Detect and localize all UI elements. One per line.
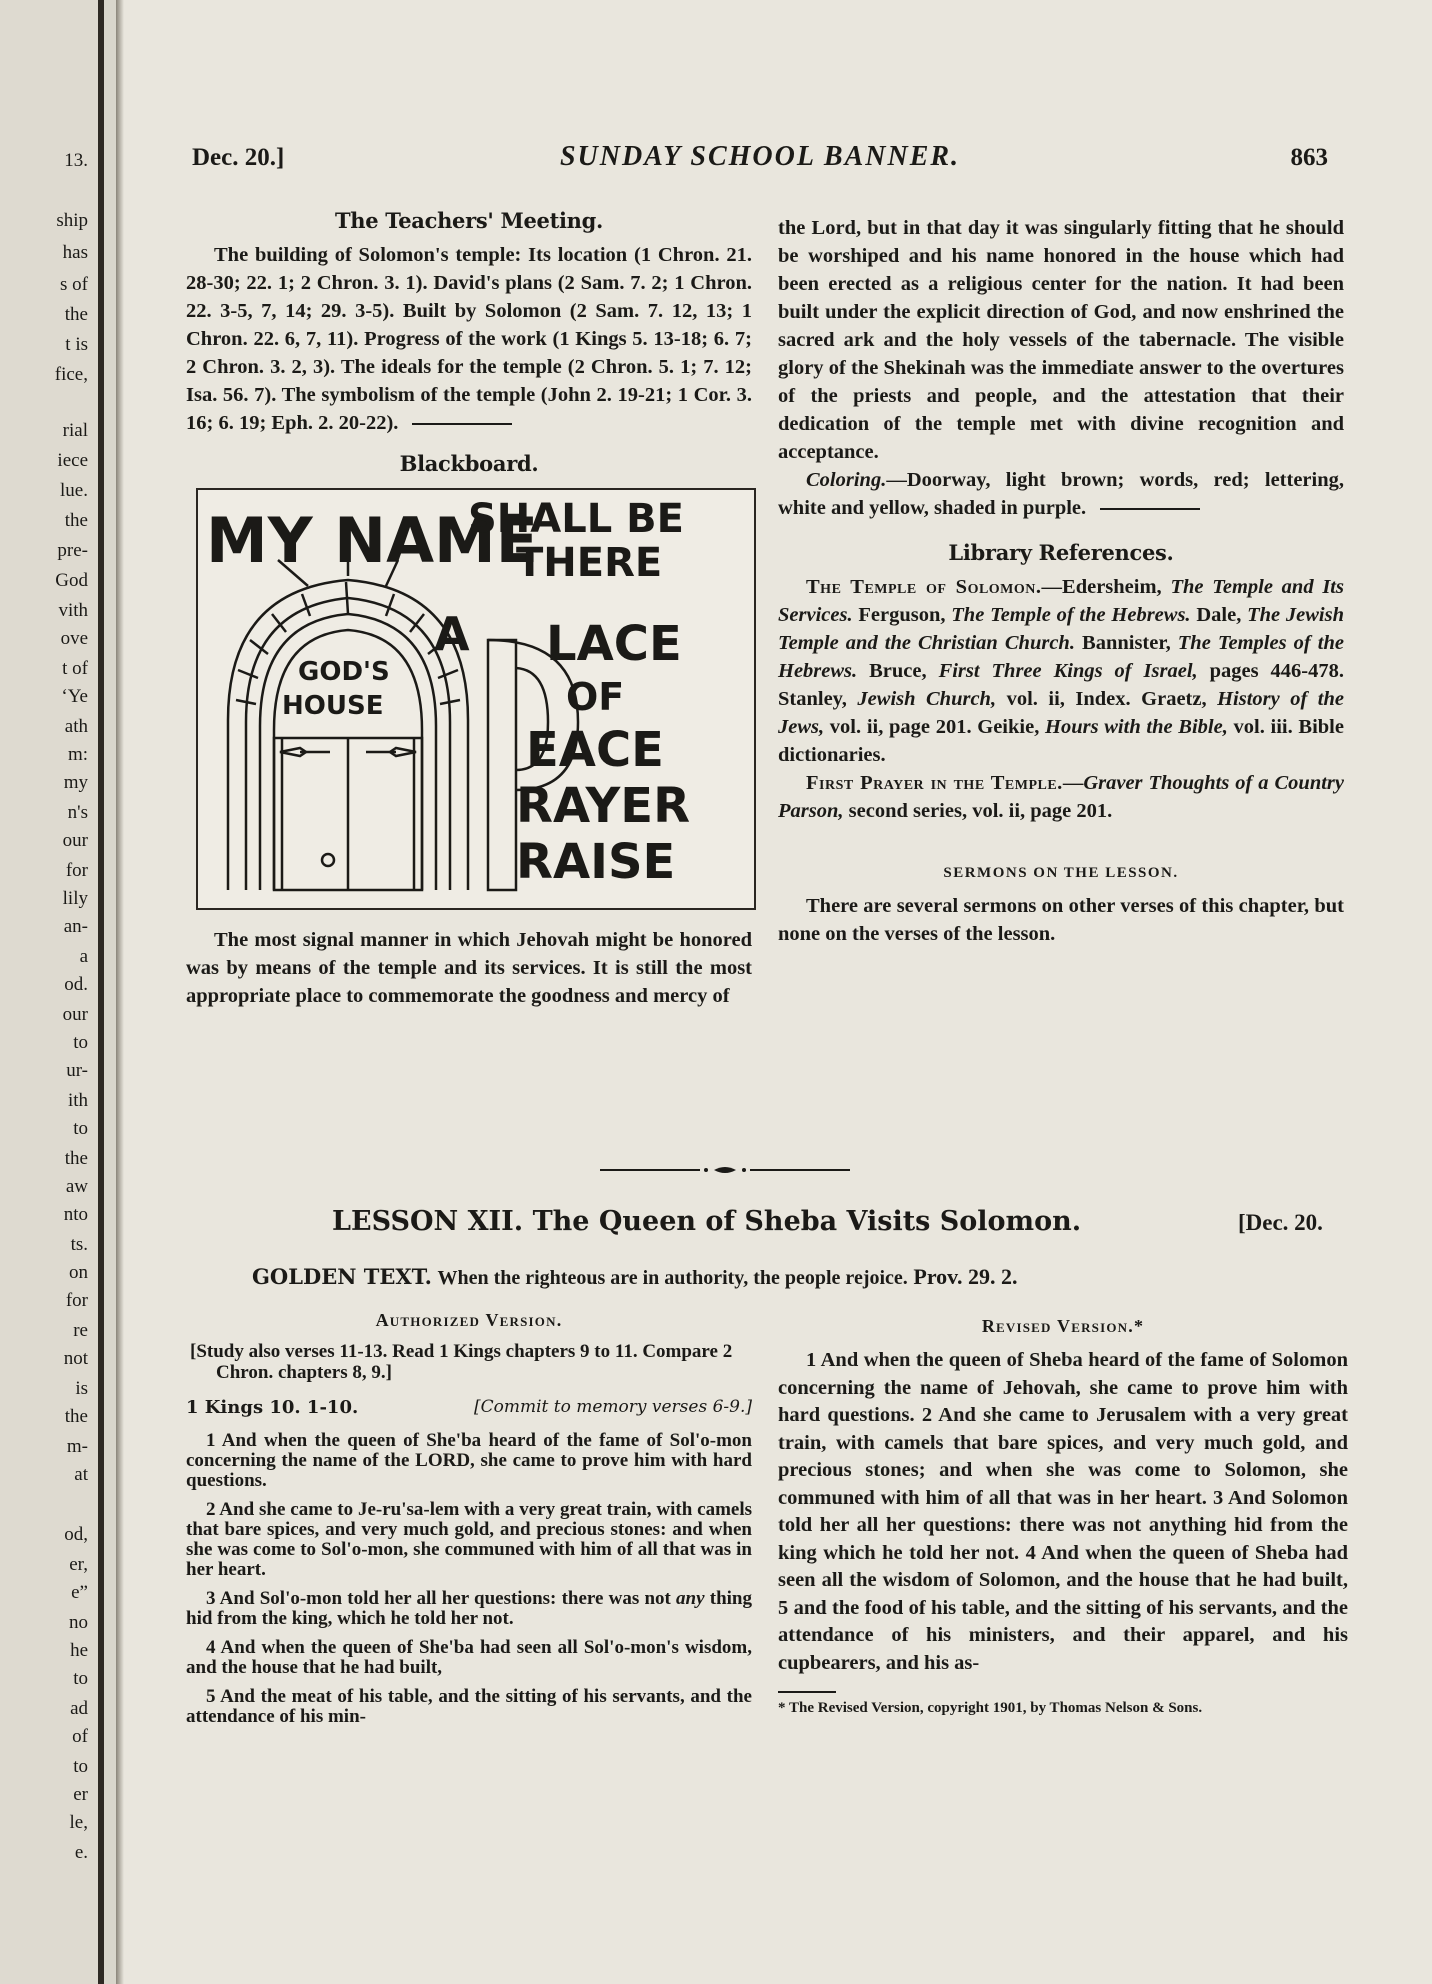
gutter-line: t of (62, 658, 88, 679)
authorized-version-heading: Authorized Version. (375, 1310, 563, 1330)
teachers-meeting-heading: The Teachers' Meeting. (334, 208, 604, 233)
golden-text-line (252, 1264, 1372, 1290)
gutter-line: le, (69, 1812, 88, 1833)
continuation-text: the Lord, but in that day it was singularly fitting that he should be worshiped and his name honored in the house which had been erected as a religious center for the nation. It had been built under the explicit direction of God, and now enshrined the sacred ark and the holy vessels of the tabernacle. The visible glory of the Shekinah was the immediate answer to the overtures of the priests and people, and the attestation that their dedication of the temple met with divine recognition and acceptance. (778, 217, 1344, 463)
gutter-line: e” (71, 1582, 88, 1603)
lib1-p: Hours with the Bible, (1045, 716, 1228, 738)
library-reference-1 (778, 573, 1344, 769)
header-date: Dec. 20.] (192, 144, 285, 171)
lib1-h: The Temples of the Hebrews. (778, 632, 1344, 682)
gutter-line: ts. (70, 1234, 88, 1255)
page (116, 0, 1432, 1984)
lib1-f: The Jewish Temple and the Christian Church. (778, 604, 1345, 654)
verse-3b: any (676, 1588, 705, 1609)
sermons-text: There are several sermons on other verses of this chapter, but none on the verses of the lesson. (778, 895, 1344, 945)
gutter-line: re (73, 1320, 88, 1341)
lib1-l: Jewish Church, (857, 688, 997, 710)
lib1-title: The Temple of Solomon. (806, 576, 1042, 598)
running-header (192, 141, 1328, 184)
gutter-line: the (64, 304, 88, 325)
adjacent-page-gutter (0, 0, 104, 1984)
lib1-e: Dale, (1190, 604, 1248, 626)
gutter-line: for (65, 1290, 88, 1311)
verse-3c: thing hid from the king, which he told her not. (186, 1588, 752, 1629)
teachers-meeting-text (186, 241, 752, 437)
scripture-ref: 1 Kings 10. 1-10. (186, 1397, 359, 1418)
lib1-n: History of the Jews, (778, 688, 1344, 738)
gutter-line: e. (74, 1842, 88, 1863)
binding-shadow (98, 0, 104, 1984)
coloring-label: Coloring. (806, 469, 887, 491)
blackboard-drawing (198, 490, 754, 908)
blackboard-my-name: MY NAME (206, 504, 539, 577)
coloring-note (778, 466, 1344, 522)
gutter-line: an- (63, 916, 88, 937)
gutter-line: ith (67, 1090, 88, 1111)
lib1-g: Bannister, (1074, 632, 1178, 654)
lib2-b: Graver Thoughts of a Country Parson, (778, 772, 1344, 822)
gutter-line: he (70, 1640, 88, 1661)
gutter-line: iece (57, 450, 88, 471)
ornamental-divider (600, 1164, 850, 1176)
blackboard-lace: LACE (546, 616, 682, 672)
gutter-line: aw (65, 1176, 88, 1197)
left-column (186, 208, 752, 1010)
footnote-rule (778, 1691, 836, 1693)
gutter-line: ove (60, 628, 88, 649)
gutter-line: has (62, 242, 88, 263)
lib2-title: First Prayer in the Temple. (806, 772, 1063, 794)
lesson-title: LESSON XII. The Queen of Sheba Visits Solomon. (332, 1206, 1082, 1237)
gutter-line: 13. (64, 150, 88, 171)
blackboard-shall-be: SHALL BE (468, 496, 684, 542)
gutter-line: ur- (66, 1060, 88, 1081)
gutter-line: God (55, 570, 88, 591)
header-title: SUNDAY SCHOOL BANNER. (559, 141, 961, 172)
golden-text: When the righteous are in authority, the people rejoice. (437, 1267, 908, 1289)
gutter-line: at (74, 1464, 88, 1485)
lesson-date: [Dec. 20. (1238, 1210, 1323, 1235)
footnote: * The Revised Version, copyright 1901, by Thomas Nelson & Sons. (778, 1700, 1203, 1716)
authorized-version-column (186, 1310, 752, 1736)
gutter-line: to (73, 1118, 88, 1139)
blackboard-house: HOUSE (282, 691, 384, 721)
page-number: 863 (1290, 144, 1328, 171)
gutter-line: od. (64, 974, 88, 995)
lib2-a: — (1062, 772, 1084, 794)
gutter-line: is (75, 1378, 88, 1399)
gutter-line: lue. (60, 480, 88, 501)
verse-3 (186, 1589, 752, 1629)
gutter-line: nto (63, 1204, 88, 1225)
gutter-line: to (73, 1668, 88, 1689)
gutter-line: m- (66, 1436, 88, 1457)
page-edge (116, 0, 124, 1984)
gutter-line: not (63, 1348, 88, 1369)
blackboard-a: A (434, 607, 470, 661)
blackboard-eace: EACE (526, 722, 664, 778)
gutter-line: for (65, 860, 88, 881)
gutter-line: t is (65, 334, 88, 355)
blackboard-heading: Blackboard. (399, 451, 539, 476)
gutter-line: vith (58, 600, 88, 621)
gutter-line: fice, (54, 364, 88, 385)
gutter-line: rial (62, 420, 88, 441)
revised-version-column (778, 1316, 1348, 1717)
revised-version-heading: Revised Version.* (981, 1316, 1145, 1336)
lib1-k: pages 446-478. Stanley, (778, 660, 1345, 710)
blackboard-gods: GOD'S (298, 657, 390, 687)
gutter-line: of (72, 1726, 88, 1747)
lib2-c: second series, vol. ii, page 201. (843, 800, 1113, 822)
gutter-line: our (62, 830, 88, 851)
lib1-j: First Three Kings of Israel, (938, 660, 1198, 682)
verse-4: 4 And when the queen of She'ba had seen all Sol'o-mon's wisdom, and the house that he had built, (186, 1637, 752, 1678)
verse-3a: 3 And Sol'o-mon told her all her questions: there was not (206, 1588, 677, 1609)
blackboard-rayer: RAYER (516, 778, 691, 834)
gutter-line: the (64, 510, 88, 531)
gutter-line: lily (62, 888, 88, 909)
gutter-line: ‘Ye (61, 686, 88, 707)
gutter-line: no (69, 1612, 88, 1633)
right-column (778, 214, 1344, 948)
scripture-reference (186, 1397, 752, 1419)
golden-text-ref: Prov. 29. 2. (913, 1264, 1018, 1289)
library-references-heading: Library References. (948, 540, 1174, 565)
blackboard-raise: RAISE (516, 834, 676, 890)
gutter-line: pre- (57, 540, 88, 561)
lib1-d: The Temple of the Hebrews. (951, 604, 1191, 626)
lib1-c: Ferguson, (852, 604, 952, 626)
gutter-line: n's (67, 802, 88, 823)
gutter-line: ad (70, 1698, 88, 1719)
lib1-o: vol. ii, page 201. Geikie, (824, 716, 1046, 738)
study-note: [Study also verses 11-13. Read 1 Kings chapters 9 to 11. Compare 2 Chron. chapters 8, 9.] (190, 1341, 733, 1383)
lib1-i: Bruce, (857, 660, 939, 682)
gutter-line: s of (60, 274, 88, 295)
gutter-line: od, (64, 1524, 88, 1545)
gutter-line: our (62, 1004, 88, 1025)
golden-text-label: GOLDEN TEXT. (252, 1264, 432, 1289)
gutter-line: to (73, 1032, 88, 1053)
gutter-line: the (64, 1148, 88, 1169)
gutter-line: a (79, 946, 88, 967)
lesson-title-line (332, 1206, 1432, 1237)
coloring-text: —Doorway, light brown; words, red; lettering, white and yellow, shaded in purple. (778, 469, 1344, 519)
verse-5: 5 And the meat of his table, and the sitting of his servants, and the attendance of his min- (186, 1686, 752, 1727)
gutter-line: er, (69, 1554, 88, 1575)
blackboard-of: OF (566, 675, 625, 719)
gutter-line: ath (64, 716, 88, 737)
lib1-a: —Edersheim, (1041, 576, 1171, 598)
section-rule (412, 423, 512, 425)
lib1-q: vol. iii. Bible dictionaries. (778, 716, 1344, 766)
blackboard-caption: The most signal manner in which Jehovah might be honored was by means of the temple and its services. It is still the most appropriate place to commemorate the goodness and mercy of (186, 929, 752, 1007)
lib1-b: The Temple and Its Services. (778, 576, 1344, 626)
gutter-line: to (73, 1756, 88, 1777)
gutter-line: er (73, 1784, 88, 1805)
revised-text: 1 And when the queen of Sheba heard of the fame of Solomon concerning the name of Jehovah, she came to prove him with hard questions. 2 And she came to Jerusalem with a very great train, with camels that bare spices, and very much gold, and precious stones; and when she was come to Solomon, she communed with him of all that was in her heart. 3 And Solomon told her all her questions: there was not anything hid from the king which he told her not. 4 And when the queen of Sheba had seen all the wisdom of Solomon, and the house that he had built, 5 and the food of his table, and the sitting of his servants, and the attendance of his ministers, and their apparel, and his cupbearers, and his as- (778, 1349, 1348, 1674)
memory-verses-note: [Commit to memory verses 6-9.] (473, 1397, 752, 1417)
sermons-heading: SERMONS ON THE LESSON. (943, 865, 1179, 881)
lib1-m: vol. ii, Index. Graetz, (996, 688, 1218, 710)
gutter-line: the (64, 1406, 88, 1427)
blackboard-illustration (196, 488, 756, 910)
library-reference-2 (778, 769, 1344, 825)
gutter-line: ship (56, 210, 88, 231)
gutter-line: m: (67, 744, 88, 765)
teachers-meeting-body: The building of Solomon's temple: Its location (1 Chron. 21. 28-30; 22. 1; 2 Chron. 3. 1). David's plans (2 Sam. 7. 2; 1 Chron. 22. 3-5, 7, 14; 29. 3-5). Built by Solomon (2 Sam. 7. 12, 13; 1 Chron. 22. 6, 7, 11). Progress of the work (1 Kings 5. 13-18; 6. 7; 2 Chron. 3. 2, 3). The ideals for the temple (2 Chron. 5. 1; 7. 12; Isa. 56. 7). The symbolism of the temple (John 2. 19-21; 1 Cor. 3. 16; 6. 19; Eph. 2. 20-22). (186, 244, 752, 434)
section-rule (1100, 508, 1200, 510)
gutter-line: my (63, 772, 88, 793)
verse-2: 2 And she came to Je-ru'sa-lem with a very great train, with camels that bare spices, and very much gold, and precious stones: and when she was come to Sol'o-mon, she communed with him of all that was in her heart. (186, 1499, 752, 1580)
gutter-line: on (69, 1262, 88, 1283)
blackboard-there: THERE (516, 540, 663, 586)
verse-1: 1 And when the queen of She'ba heard of the fame of Sol'o-mon concerning the name of the LORD, she came to prove him with hard questions. (186, 1430, 752, 1491)
